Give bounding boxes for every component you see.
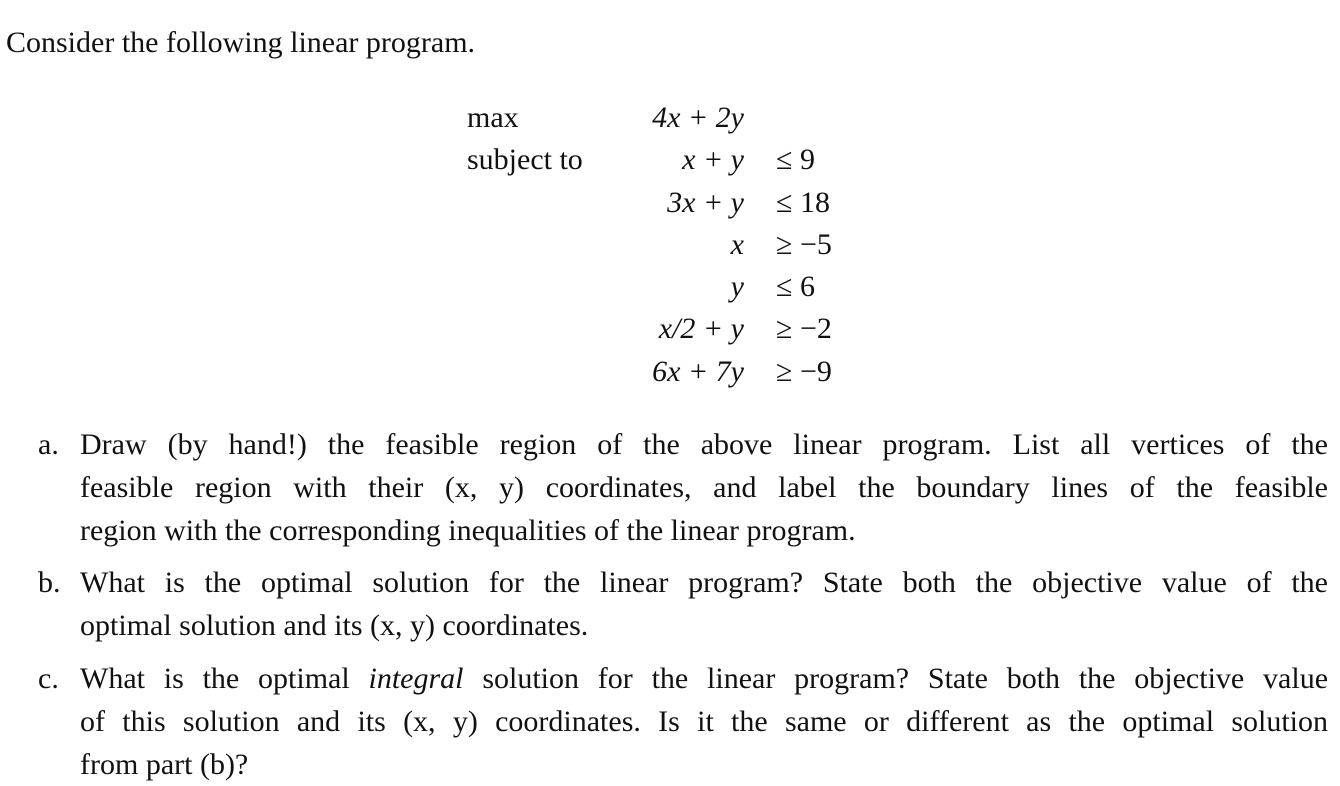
constraint-lhs: x + y: [682, 143, 744, 176]
objective-keyword: max: [467, 101, 519, 134]
intro-text: Consider the following linear program.: [6, 26, 476, 59]
part-b-line: optimal solution and its (x, y) coordinates.: [80, 609, 589, 642]
part-c-text: solution for the linear program? State both the objective value: [463, 662, 1329, 695]
constraint-lhs: 3x + y: [667, 186, 744, 219]
part-b-line: What is the optimal solution for the linear program? State both the objective value of the: [80, 566, 1328, 599]
constraint-rhs: ≤ 6: [776, 270, 815, 303]
part-c: [38, 657, 1328, 786]
constraint-rhs: ≤ 18: [776, 186, 830, 219]
part-a: [38, 423, 1328, 552]
part-c-emphasis: integral: [368, 662, 464, 695]
constraint-lhs: x: [730, 228, 744, 261]
constraints-keyword: subject to: [467, 143, 583, 176]
part-a-line: Draw (by hand!) the feasible region of the above linear program. List all vertices of the: [80, 428, 1328, 461]
objective-expression: 4x + 2y: [652, 101, 744, 134]
lhs-column: [560, 0, 744, 400]
constraint-rhs: ≥ −2: [776, 312, 832, 345]
part-b-label: b.: [38, 566, 61, 599]
part-c-line-1: [80, 657, 1328, 700]
constraint-lhs: x/2 + y: [658, 312, 744, 345]
part-a-label: a.: [38, 428, 59, 461]
constraint-lhs: y: [730, 270, 744, 303]
part-a-line: feasible region with their (x, y) coordinates, and label the boundary lines of the feasible: [80, 471, 1328, 504]
part-c-label: c.: [38, 662, 59, 695]
part-c-line: of this solution and its (x, y) coordinates. Is it the same or different as the optimal solution: [80, 705, 1328, 738]
constraint-rhs: ≤ 9: [776, 143, 815, 176]
part-a-line: region with the corresponding inequalities of the linear program.: [80, 514, 856, 547]
constraint-lhs: 6x + 7y: [652, 355, 744, 388]
part-c-line: from part (b)?: [80, 748, 249, 781]
part-c-text: What is the optimal: [80, 662, 369, 695]
part-b: [38, 561, 1328, 647]
constraint-rhs: ≥ −9: [776, 355, 832, 388]
constraint-rhs: ≥ −5: [776, 228, 832, 261]
